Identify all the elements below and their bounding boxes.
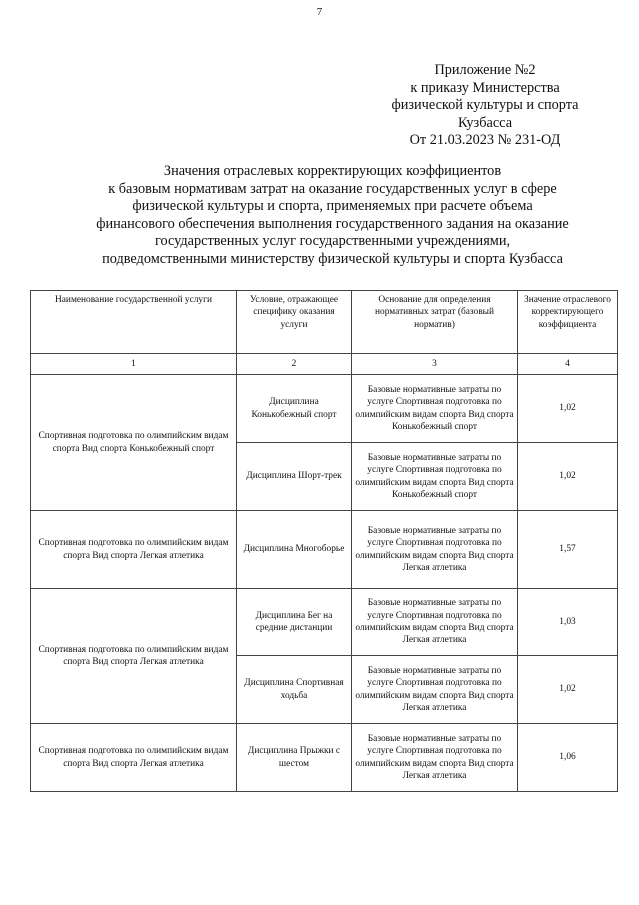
title-line: Значения отраслевых корректирующих коэффициентов (163, 163, 502, 179)
basis-cell: Базовые нормативные затраты по услуге Спортивная подготовка по олимпийским видам спорта Вид спорта Легкая атлетика (352, 589, 518, 656)
coefficient-cell: 1,57 (518, 511, 618, 589)
header-basis: Основание для определения нормативных затрат (базовый норматив) (352, 291, 518, 354)
page-number: 7 (316, 6, 323, 18)
appendix-line: От 21.03.2023 № 231-ОД (409, 132, 561, 149)
title-line: финансового обеспечения выполнения государственного задания на оказание (96, 215, 569, 232)
appendix-header (370, 62, 600, 150)
column-numbers-row (31, 354, 618, 375)
condition-cell: Дисциплина Спортивная ходьба (237, 656, 352, 724)
condition-cell: Дисциплина Шорт-трек (237, 443, 352, 511)
coefficients-table (30, 290, 618, 792)
basis-cell: Базовые нормативные затраты по услуге Спортивная подготовка по олимпийским видам спорта Вид спорта Легкая атлетика (352, 724, 518, 792)
header-coefficient: Значение отраслевого корректирующего коэффициента (518, 291, 618, 354)
column-number: 2 (237, 354, 352, 375)
title-line: физической культуры и спорта, применяемых при расчете объема (132, 198, 533, 215)
table-row (31, 511, 618, 589)
table-row (31, 375, 618, 443)
appendix-line: Приложение №2 (434, 62, 536, 78)
coefficient-cell: 1,03 (518, 589, 618, 656)
basis-cell: Базовые нормативные затраты по услуге Спортивная подготовка по олимпийским видам спорта Вид спорта Легкая атлетика (352, 656, 518, 724)
condition-cell: Дисциплина Конькобежный спорт (237, 375, 352, 443)
coefficient-cell: 1,02 (518, 443, 618, 511)
service-cell: Спортивная подготовка по олимпийским видам спорта Вид спорта Легкая атлетика (31, 589, 237, 724)
title-line: подведомственными министерству физической культуры и спорта Кузбасса (102, 250, 563, 267)
table-row (31, 589, 618, 656)
table-row (31, 724, 618, 792)
coefficient-cell: 1,02 (518, 656, 618, 724)
column-number: 1 (31, 354, 237, 375)
service-cell: Спортивная подготовка по олимпийским видам спорта Вид спорта Легкая атлетика (31, 511, 237, 589)
condition-cell: Дисциплина Бег на средние дистанции (237, 589, 352, 656)
appendix-line: к приказу Министерства (410, 79, 560, 96)
title-line: к базовым нормативам затрат на оказание государственных услуг в сфере (108, 180, 557, 197)
document-title (50, 163, 615, 269)
condition-cell: Дисциплина Прыжки с шестом (237, 724, 352, 792)
appendix-line: Кузбасса (457, 114, 513, 131)
condition-cell: Дисциплина Многоборье (237, 511, 352, 589)
column-number: 4 (518, 354, 618, 375)
coefficient-cell: 1,02 (518, 375, 618, 443)
service-cell: Спортивная подготовка по олимпийским видам спорта Вид спорта Легкая атлетика (31, 724, 237, 792)
basis-cell: Базовые нормативные затраты по услуге Спортивная подготовка по олимпийским видам спорта Вид спорта Легкая атлетика (352, 511, 518, 589)
service-cell: Спортивная подготовка по олимпийским видам спорта Вид спорта Конькобежный спорт (31, 375, 237, 511)
basis-cell: Базовые нормативные затраты по услуге Спортивная подготовка по олимпийским видам спорта Вид спорта Конькобежный спорт (352, 375, 518, 443)
appendix-line: физической культуры и спорта (391, 97, 579, 114)
header-service: Наименование государственной услуги (31, 291, 237, 354)
title-line: государственных услуг государственными учреждениями, (154, 233, 511, 250)
coefficient-cell: 1,06 (518, 724, 618, 792)
header-condition: Условие, отражающее специфику оказания услуги (237, 291, 352, 354)
column-number: 3 (352, 354, 518, 375)
basis-cell: Базовые нормативные затраты по услуге Спортивная подготовка по олимпийским видам спорта Вид спорта Конькобежный спорт (352, 443, 518, 511)
header-row (31, 291, 618, 354)
